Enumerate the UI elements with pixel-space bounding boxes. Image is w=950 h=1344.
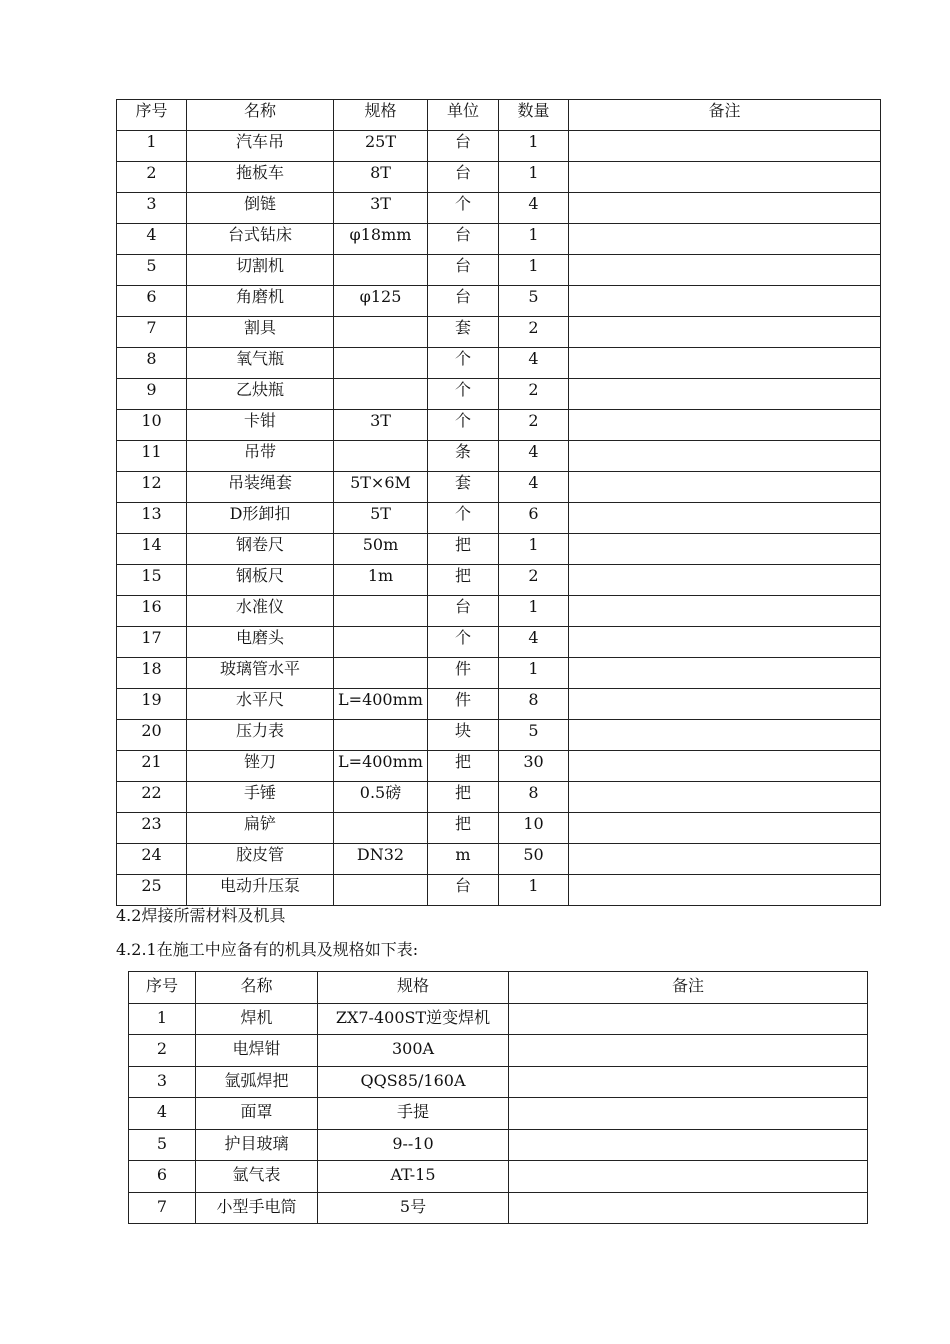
table-cell	[334, 627, 428, 658]
table-row	[117, 813, 881, 844]
table-cell: 个	[428, 627, 499, 658]
table-cell: 割具	[187, 317, 334, 348]
table-cell: 7	[117, 317, 187, 348]
table-cell: 3T	[334, 410, 428, 441]
table-row	[117, 503, 881, 534]
table-cell	[509, 1192, 868, 1224]
table-cell: ZX7-400ST逆变焊机	[318, 1003, 509, 1035]
table-cell: 台	[428, 131, 499, 162]
table-cell: 14	[117, 534, 187, 565]
table-cell: 10	[117, 410, 187, 441]
table-cell: 30	[499, 751, 569, 782]
table-cell: 2	[129, 1035, 196, 1067]
table-row	[117, 875, 881, 906]
table-cell: 1	[499, 534, 569, 565]
table-cell: 个	[428, 193, 499, 224]
table-cell: 小型手电筒	[196, 1192, 318, 1224]
table-cell: 台	[428, 255, 499, 286]
table-cell: φ18mm	[334, 224, 428, 255]
table-cell: 水平尺	[187, 689, 334, 720]
table-row	[117, 193, 881, 224]
table-cell: 21	[117, 751, 187, 782]
table-cell: 拖板车	[187, 162, 334, 193]
table-cell: 氩弧焊把	[196, 1066, 318, 1098]
column-header: 数量	[499, 100, 569, 131]
table-cell: 5号	[318, 1192, 509, 1224]
table-row	[117, 658, 881, 689]
table-cell: 胶皮管	[187, 844, 334, 875]
table-row	[117, 317, 881, 348]
table-row	[117, 472, 881, 503]
table-cell: 件	[428, 689, 499, 720]
column-header: 备注	[509, 972, 868, 1004]
table-cell: 9	[117, 379, 187, 410]
table-cell	[569, 596, 881, 627]
table-cell: QQS85/160A	[318, 1066, 509, 1098]
table-cell: 8	[499, 689, 569, 720]
table-cell: 手锤	[187, 782, 334, 813]
table-cell: 玻璃管水平	[187, 658, 334, 689]
table-cell: 4	[499, 348, 569, 379]
table-cell: 乙炔瓶	[187, 379, 334, 410]
table-cell: 切割机	[187, 255, 334, 286]
table-cell	[334, 317, 428, 348]
table-row	[129, 1192, 868, 1224]
table-cell: 台	[428, 596, 499, 627]
table-header-row	[129, 972, 868, 1004]
table-cell: 19	[117, 689, 187, 720]
table-cell: 2	[499, 317, 569, 348]
table-cell	[334, 255, 428, 286]
table-cell	[569, 162, 881, 193]
table-row	[117, 689, 881, 720]
table-row	[129, 1161, 868, 1193]
table-row	[117, 286, 881, 317]
table-cell: 台	[428, 875, 499, 906]
table-row	[117, 751, 881, 782]
table-cell: 2	[117, 162, 187, 193]
tools-table	[116, 99, 881, 906]
table-cell: 23	[117, 813, 187, 844]
table-cell: 5	[117, 255, 187, 286]
table-row	[117, 348, 881, 379]
table-cell: 条	[428, 441, 499, 472]
table-row	[117, 255, 881, 286]
column-header: 名称	[196, 972, 318, 1004]
table-cell: 氩气表	[196, 1161, 318, 1193]
table-cell: 把	[428, 751, 499, 782]
column-header: 序号	[129, 972, 196, 1004]
table-cell	[569, 441, 881, 472]
table-row	[117, 596, 881, 627]
table-cell	[569, 224, 881, 255]
table-row	[117, 379, 881, 410]
table-cell: 18	[117, 658, 187, 689]
table-row	[117, 224, 881, 255]
table-cell	[569, 658, 881, 689]
table-cell	[334, 813, 428, 844]
table-row	[117, 782, 881, 813]
table-cell: 13	[117, 503, 187, 534]
table-row	[117, 565, 881, 596]
table-cell: 氧气瓶	[187, 348, 334, 379]
table-cell: D形卸扣	[187, 503, 334, 534]
table-cell: 25T	[334, 131, 428, 162]
table-cell: 8	[499, 782, 569, 813]
table-cell: 块	[428, 720, 499, 751]
table-cell	[509, 1003, 868, 1035]
table-cell: 个	[428, 503, 499, 534]
table-cell: 3T	[334, 193, 428, 224]
table-cell	[334, 441, 428, 472]
table-cell: 电焊钳	[196, 1035, 318, 1067]
table-cell	[569, 813, 881, 844]
table-cell: 吊带	[187, 441, 334, 472]
table-cell: 11	[117, 441, 187, 472]
table-cell: 2	[499, 379, 569, 410]
table-cell: 5	[499, 720, 569, 751]
table-cell	[569, 472, 881, 503]
table-cell	[569, 844, 881, 875]
column-header: 单位	[428, 100, 499, 131]
table-cell: 个	[428, 379, 499, 410]
table-cell: 电磨头	[187, 627, 334, 658]
table-cell: 4	[499, 472, 569, 503]
table-cell	[509, 1098, 868, 1130]
table-cell: 2	[499, 565, 569, 596]
section-title: 4.2焊接所需材料及机具	[116, 906, 286, 925]
table-cell	[334, 658, 428, 689]
table-cell: 把	[428, 565, 499, 596]
table-cell: 1	[499, 596, 569, 627]
table-cell: m	[428, 844, 499, 875]
table-cell: 25	[117, 875, 187, 906]
table-cell: 5T	[334, 503, 428, 534]
table-cell	[569, 379, 881, 410]
table-cell: 50m	[334, 534, 428, 565]
table-cell: 压力表	[187, 720, 334, 751]
table-cell: 水准仪	[187, 596, 334, 627]
table-cell	[569, 565, 881, 596]
table-cell: 7	[129, 1192, 196, 1224]
table-cell: 0.5磅	[334, 782, 428, 813]
table-cell	[509, 1129, 868, 1161]
table-cell: 2	[499, 410, 569, 441]
table-cell: 钢板尺	[187, 565, 334, 596]
table-row	[117, 844, 881, 875]
welding-equipment-table	[128, 971, 868, 1224]
table-cell: 12	[117, 472, 187, 503]
table-cell: 6	[129, 1161, 196, 1193]
table-cell: 300A	[318, 1035, 509, 1067]
table-cell: 1	[499, 131, 569, 162]
table-cell	[334, 720, 428, 751]
table-cell: 1	[499, 875, 569, 906]
table-row	[117, 410, 881, 441]
table-cell: 手提	[318, 1098, 509, 1130]
table-cell: 1	[499, 224, 569, 255]
table-row	[117, 534, 881, 565]
table-cell: 1	[499, 255, 569, 286]
table-cell: 台	[428, 286, 499, 317]
table-cell: 把	[428, 813, 499, 844]
table-cell	[334, 348, 428, 379]
table-cell	[569, 627, 881, 658]
table-cell: 4	[129, 1098, 196, 1130]
table-cell: 50	[499, 844, 569, 875]
table-cell: 电动升压泵	[187, 875, 334, 906]
table-cell: 1	[499, 162, 569, 193]
table-cell	[569, 348, 881, 379]
column-header: 规格	[334, 100, 428, 131]
table-row	[117, 162, 881, 193]
table-row	[129, 1066, 868, 1098]
table-cell: 6	[117, 286, 187, 317]
table-cell: 倒链	[187, 193, 334, 224]
table-cell: 4	[499, 193, 569, 224]
table-cell: 5	[129, 1129, 196, 1161]
column-header: 名称	[187, 100, 334, 131]
table-cell: 10	[499, 813, 569, 844]
table-cell: 24	[117, 844, 187, 875]
table-cell: DN32	[334, 844, 428, 875]
table-cell: 16	[117, 596, 187, 627]
table-cell	[569, 286, 881, 317]
table-cell: 套	[428, 472, 499, 503]
table-cell: 角磨机	[187, 286, 334, 317]
table-cell: 把	[428, 534, 499, 565]
table-cell: 1	[129, 1003, 196, 1035]
table-cell: 件	[428, 658, 499, 689]
table-cell	[334, 596, 428, 627]
table-row	[129, 1035, 868, 1067]
table-cell	[509, 1161, 868, 1193]
table-cell: 套	[428, 317, 499, 348]
table-cell	[569, 410, 881, 441]
column-header: 序号	[117, 100, 187, 131]
table-cell	[569, 503, 881, 534]
table-cell: 台式钻床	[187, 224, 334, 255]
table-cell: 6	[499, 503, 569, 534]
table-cell	[509, 1035, 868, 1067]
column-header: 备注	[569, 100, 881, 131]
table-cell: 3	[117, 193, 187, 224]
table-cell	[569, 534, 881, 565]
table-cell	[569, 720, 881, 751]
table-row	[117, 627, 881, 658]
table-row	[129, 1098, 868, 1130]
table-cell: 护目玻璃	[196, 1129, 318, 1161]
table-cell: 1m	[334, 565, 428, 596]
table-cell: L=400mm	[334, 689, 428, 720]
table-cell: 1	[117, 131, 187, 162]
table-cell: AT-15	[318, 1161, 509, 1193]
table-cell: 卡钳	[187, 410, 334, 441]
table-cell: 面罩	[196, 1098, 318, 1130]
table-cell: 17	[117, 627, 187, 658]
table-header-row	[117, 100, 881, 131]
table-cell: 20	[117, 720, 187, 751]
table-row	[117, 441, 881, 472]
table-cell	[509, 1066, 868, 1098]
table-cell	[569, 131, 881, 162]
table-cell	[569, 875, 881, 906]
table-row	[129, 1003, 868, 1035]
table-cell: 8	[117, 348, 187, 379]
table-cell: 15	[117, 565, 187, 596]
table-cell: 锉刀	[187, 751, 334, 782]
table-cell: 吊装绳套	[187, 472, 334, 503]
table-cell: 4	[117, 224, 187, 255]
table-cell: 个	[428, 410, 499, 441]
table-row	[129, 1129, 868, 1161]
table-row	[117, 720, 881, 751]
table-cell	[334, 875, 428, 906]
table-cell: 1	[499, 658, 569, 689]
table-cell: 5	[499, 286, 569, 317]
table-row	[117, 131, 881, 162]
table-cell: 把	[428, 782, 499, 813]
table-cell	[569, 255, 881, 286]
table-cell	[569, 751, 881, 782]
table-cell: 焊机	[196, 1003, 318, 1035]
table-cell	[569, 193, 881, 224]
table-cell: 4	[499, 441, 569, 472]
table-cell	[334, 379, 428, 410]
table-cell: 8T	[334, 162, 428, 193]
section-intro: 4.2.1在施工中应备有的机具及规格如下表:	[116, 940, 419, 959]
column-header: 规格	[318, 972, 509, 1004]
table-cell: 汽车吊	[187, 131, 334, 162]
table-cell	[569, 317, 881, 348]
table-cell: 22	[117, 782, 187, 813]
table-cell: 台	[428, 224, 499, 255]
table-cell: 扁铲	[187, 813, 334, 844]
table-cell: φ125	[334, 286, 428, 317]
table-cell: L=400mm	[334, 751, 428, 782]
table-cell: 钢卷尺	[187, 534, 334, 565]
table-cell: 9--10	[318, 1129, 509, 1161]
table-cell	[569, 782, 881, 813]
table-cell: 3	[129, 1066, 196, 1098]
table-cell: 个	[428, 348, 499, 379]
table-cell: 台	[428, 162, 499, 193]
table-cell: 4	[499, 627, 569, 658]
table-cell	[569, 689, 881, 720]
table-cell: 5T×6M	[334, 472, 428, 503]
